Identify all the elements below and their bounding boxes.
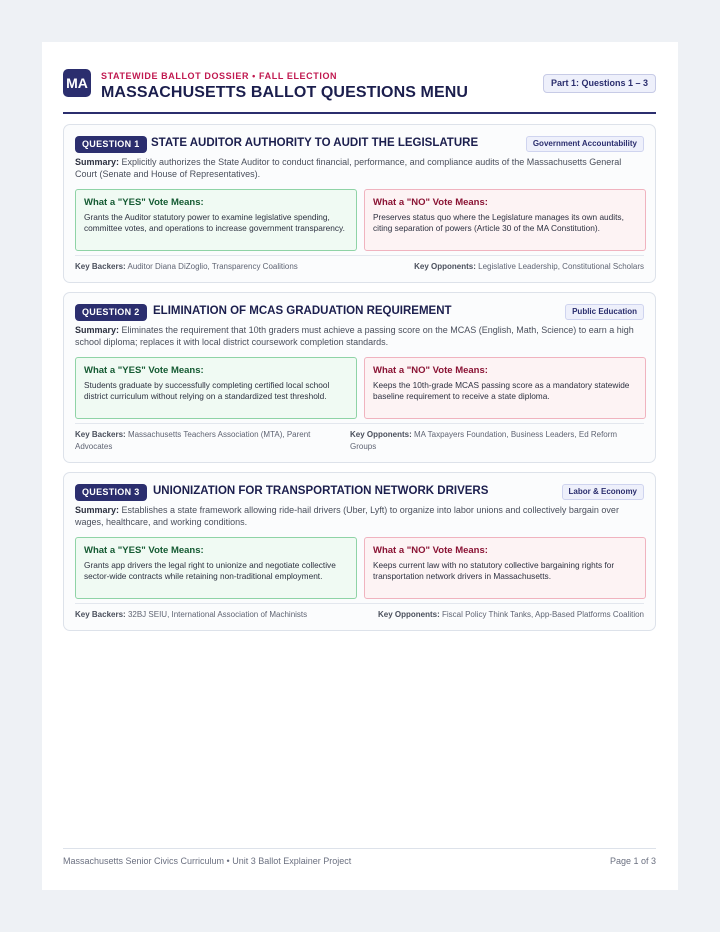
question-header xyxy=(75,304,644,322)
opponents-label: Key Opponents: xyxy=(377,610,440,619)
page-number: Page 1 of 3 xyxy=(609,856,656,866)
backers-label: Key Backers: xyxy=(75,430,126,439)
question-card-3 xyxy=(63,472,656,631)
yes-vote-title: What a "YES" Vote Means: xyxy=(84,545,204,556)
yes-vote-text: Grants the Auditor statutory power to examine legislative spending, committee votes, and operations to increase government transparency. xyxy=(84,212,345,233)
no-vote-box xyxy=(364,189,646,251)
backers-text: Massachusetts Teachers Association (MTA), Parent Advocates xyxy=(75,430,311,451)
opponents-label: Key Opponents: xyxy=(414,262,476,271)
yes-vote-title: What a "YES" Vote Means: xyxy=(84,365,204,376)
backers-text: Auditor Diana DiZoglio, Transparency Coalitions xyxy=(127,262,298,271)
no-vote-title: What a "NO" Vote Means: xyxy=(373,545,488,556)
question-title: ELIMINATION OF MCAS GRADUATION REQUIREMENT xyxy=(153,305,452,317)
backers-text: 32BJ SEIU, International Association of Machinists xyxy=(127,610,308,619)
yes-vote-text: Students graduate by successfully completing certified local school district curriculum without relying on a standardized test threshold. xyxy=(84,380,330,401)
state-logo: MA xyxy=(63,69,91,97)
no-vote-text: Keeps current law with no statutory collective bargaining rights for transportation network drivers in Massachusetts. xyxy=(373,560,615,581)
opponents-text: Fiscal Policy Think Tanks, App-Based Platforms Coalition xyxy=(441,610,644,619)
question-title: UNIONIZATION FOR TRANSPORTATION NETWORK DRIVERS xyxy=(153,485,489,497)
document-page xyxy=(42,42,678,890)
key-backers xyxy=(75,609,307,621)
question-card-1 xyxy=(63,124,656,283)
yes-vote-title: What a "YES" Vote Means: xyxy=(84,197,204,208)
stakeholders-row xyxy=(75,603,644,627)
no-vote-box xyxy=(364,357,646,419)
question-card-2 xyxy=(63,292,656,463)
question-summary xyxy=(75,324,644,348)
no-vote-title: What a "NO" Vote Means: xyxy=(373,197,488,208)
stakeholders-row xyxy=(75,255,644,279)
summary-label: Summary: xyxy=(75,325,120,335)
question-title: STATE AUDITOR AUTHORITY TO AUDIT THE LEGISLATURE xyxy=(151,137,479,149)
part-badge: Part 1: Questions 1 – 3 xyxy=(543,74,656,93)
summary-text: Explicitly authorizes the State Auditor to conduct financial, performance, and compliance audits of the Massachusetts General Court (Senate and House of Representatives). xyxy=(75,157,622,179)
page-title: MASSACHUSETTS BALLOT QUESTIONS MENU xyxy=(101,84,469,101)
category-tag: Public Education xyxy=(565,304,644,320)
key-backers xyxy=(75,261,298,273)
document-kicker: STATEWIDE BALLOT DOSSIER • FALL ELECTION xyxy=(101,71,338,81)
key-opponents xyxy=(378,609,644,621)
stakeholders-row xyxy=(75,423,644,459)
question-summary xyxy=(75,156,644,180)
no-vote-title: What a "NO" Vote Means: xyxy=(373,365,488,376)
opponents-text: MA Taxpayers Foundation, Business Leaders, Ed Reform Groups xyxy=(350,430,618,451)
yes-vote-text: Grants app drivers the legal right to unionize and negotiate collective sector-wide contracts while retaining non-traditional employment. xyxy=(84,560,336,581)
question-summary xyxy=(75,504,644,528)
no-vote-text: Preserves status quo where the Legislature manages its own audits, citing separation of powers (Article 30 of the MA Constitution). xyxy=(373,212,624,233)
footer-project-text: Massachusetts Senior Civics Curriculum • Unit 3 Ballot Explainer Project xyxy=(63,856,352,866)
no-vote-text: Keeps the 10th-grade MCAS passing score as a mandatory statewide baseline requirement to receive a state diploma. xyxy=(373,380,630,401)
yes-vote-box xyxy=(75,189,357,251)
backers-label: Key Backers: xyxy=(75,610,126,619)
summary-label: Summary: xyxy=(75,505,120,515)
no-vote-box xyxy=(364,537,646,599)
yes-vote-box xyxy=(75,357,357,419)
summary-text: Eliminates the requirement that 10th graders must achieve a passing score on the MCAS (English, Math, Science) to earn a high school diploma; replaces it with local district coursework completion standards. xyxy=(75,325,634,347)
summary-text: Establishes a state framework allowing ride-hail drivers (Uber, Lyft) to organize into labor unions and collectively bargain over wages, healthcare, and working conditions. xyxy=(75,505,619,527)
question-number-badge: QUESTION 1 xyxy=(75,136,147,153)
question-number-badge: QUESTION 2 xyxy=(75,304,147,321)
category-tag: Government Accountability xyxy=(526,136,644,152)
opponents-text: Legislative Leadership, Constitutional Scholars xyxy=(478,262,644,271)
opponents-label: Key Opponents: xyxy=(350,430,412,439)
document-header xyxy=(63,69,656,114)
question-header xyxy=(75,484,644,502)
question-header xyxy=(75,136,644,154)
category-tag: Labor & Economy xyxy=(562,484,644,500)
page-footer xyxy=(63,848,656,866)
key-opponents xyxy=(350,429,644,453)
question-number-badge: QUESTION 3 xyxy=(75,484,147,501)
key-opponents xyxy=(414,261,644,273)
yes-vote-box xyxy=(75,537,357,599)
key-backers xyxy=(75,429,345,453)
backers-label: Key Backers: xyxy=(75,262,126,271)
summary-label: Summary: xyxy=(75,157,120,167)
